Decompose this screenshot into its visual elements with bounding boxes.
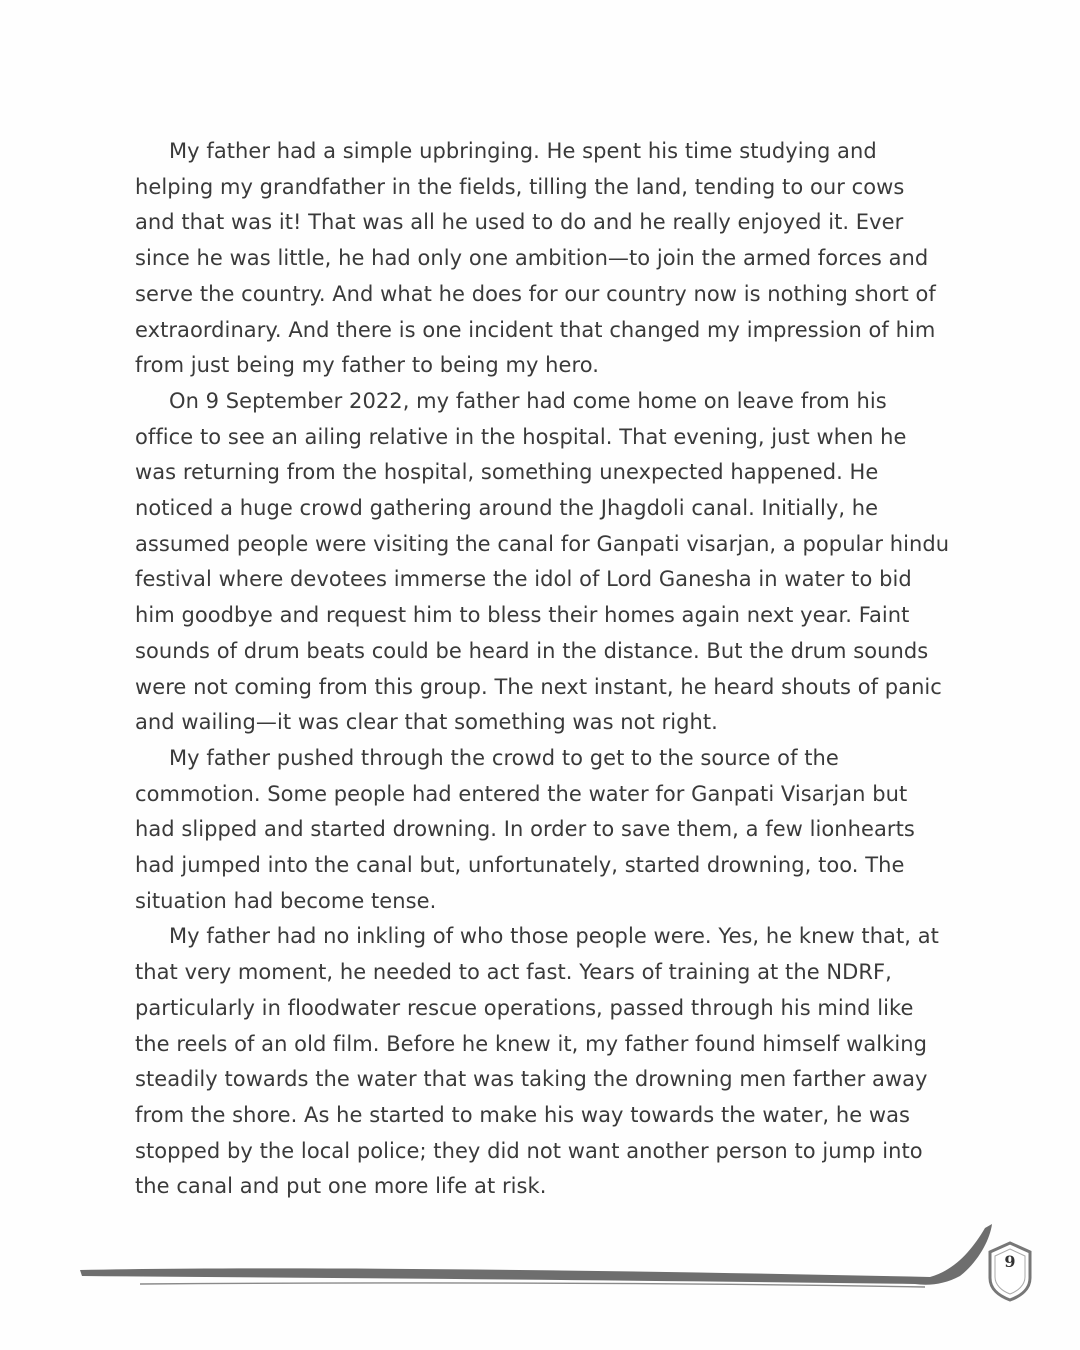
footer-swoosh — [0, 1200, 1080, 1340]
swoosh-thin-line — [140, 1283, 925, 1287]
page-number: 9 — [1004, 1252, 1016, 1271]
paragraph: My father had a simple upbringing. He spent his time studying and helping my grandfather in the fields, tilling the land, tending to our cows and that was it! That was all he used to do and he really enjoyed it. Ever since he was little, he had only one ambition—to join the armed forces and serve the country. And what he does for our country now is nothing short of extraordinary. And there is one incident that changed my impression of him from just being my father to being my hero. — [135, 139, 936, 378]
body-text — [135, 134, 950, 1205]
paragraph: On 9 September 2022, my father had come home on leave from his office to see an ailing relative in the hospital. That evening, just when he was returning from the hospital, something unexpected happened. He noticed a huge crowd gathering around the Jhagdoli canal. Initially, he assumed people were visiting the canal for Ganpati visarjan, a popular hindu festival where devotees immerse the idol of Lord Ganesha in water to bid him goodbye and request him to bless their homes again next year. Faint sounds of drum beats could be heard in the distance. But the drum sounds were not coming from this group. The next instant, he heard shouts of panic and wailing—it was clear that something was not right. — [135, 388, 950, 735]
paragraph: My father had no inkling of who those people were. Yes, he knew that, at that very moment, he needed to act fast. Years of training at the NDRF, particularly in floodwater rescue operations, passed through his mind like the reels of an old film. Before he knew it, my father found himself walking steadily towards the water that was taking the drowning men farther away from the shore. As he started to make his way towards the water, he was stopped by the local police; they did not want another person to jump into the canal and put one more life at risk. — [135, 924, 939, 1199]
swoosh-stroke — [80, 1224, 992, 1285]
paragraph: My father pushed through the crowd to get to the source of the commotion. Some people had entered the water for Ganpati Visarjan but had slipped and started drowning. In order to save them, a few lionhearts had jumped into the canal but, unfortunately, started drowning, too. The situation had become tense. — [135, 745, 915, 913]
